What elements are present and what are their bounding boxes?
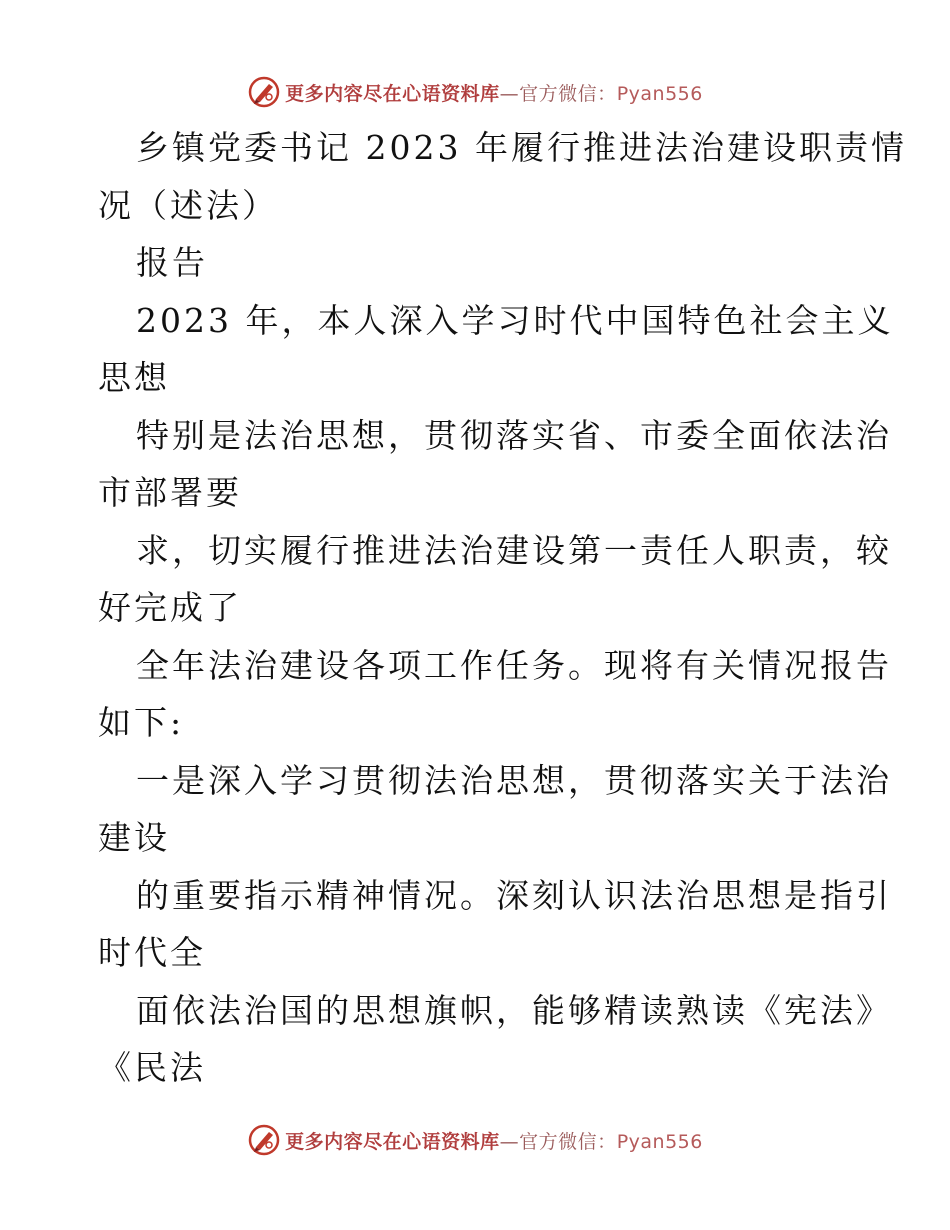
document-line: 面依法治国的思想旗帜，能够精读熟读《宪法》 (136, 990, 892, 1030)
document-line: 2023 年，本人深入学习时代中国特色社会主义 (136, 300, 894, 340)
document-line: 市部署要 (98, 473, 242, 512)
banner-text (285, 79, 703, 106)
pen-logo-icon (247, 1123, 281, 1157)
document-line: 好完成了 (98, 588, 242, 627)
document-body (98, 119, 907, 1097)
document-line: 况（述法） (98, 185, 278, 225)
banner-separator: — (499, 1130, 520, 1153)
pen-logo-icon (247, 75, 281, 109)
document-line: 建设 (98, 818, 170, 857)
banner-wechat-id: Pyan556 (616, 1130, 703, 1153)
banner-rest-text: 官方微信： (519, 82, 617, 105)
footer-banner (0, 1120, 950, 1160)
banner-text (285, 1127, 703, 1154)
document-line: 特别是法治思想，贯彻落实省、市委全面依法治 (136, 415, 892, 455)
document-line: 思想 (98, 358, 170, 397)
document-line: 如下: (98, 703, 185, 742)
document-line: 的重要指示精神情况。深刻认识法治思想是指引 (136, 875, 892, 915)
header-banner (0, 72, 950, 112)
document-line: 一是深入学习贯彻法治思想，贯彻落实关于法治 (136, 760, 892, 800)
document-line: 报告 (136, 243, 208, 282)
document-line: 全年法治建设各项工作任务。现将有关情况报告 (136, 645, 892, 685)
document-line: 《民法 (98, 1048, 206, 1087)
document-line: 求，切实履行推进法治建设第一责任人职责，较 (136, 530, 892, 570)
document-line: 时代全 (98, 933, 206, 972)
banner-main-text: 更多内容尽在心语资料库 (285, 1130, 500, 1153)
banner-wechat-id: Pyan556 (616, 82, 703, 105)
document-line: 乡镇党委书记 2023 年履行推进法治建设职责情 (136, 128, 907, 167)
banner-rest-text: 官方微信： (519, 1130, 617, 1153)
banner-separator: — (499, 82, 520, 105)
banner-main-text: 更多内容尽在心语资料库 (285, 82, 500, 105)
